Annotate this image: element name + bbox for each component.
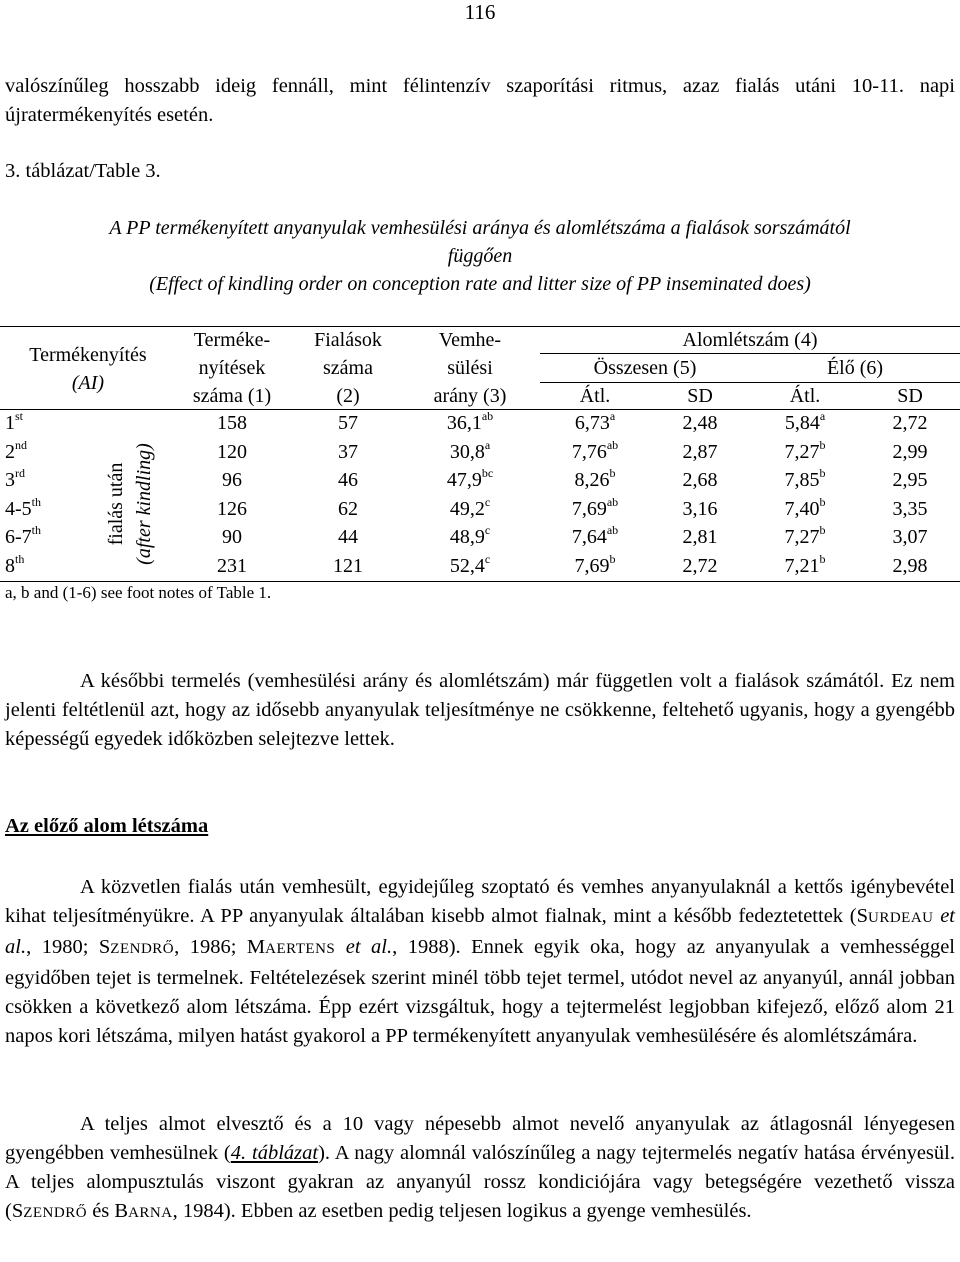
cell-total-sd: 3,16	[682, 498, 718, 520]
header-total-mean: Átl.	[579, 385, 611, 407]
header-inseminations-1: Terméke-	[193, 329, 271, 351]
header-alive-mean: Átl.	[789, 385, 821, 407]
cell-total-mean: 7,69$^b$	[574, 552, 616, 577]
header-litter-size: Alomlétszám (4)	[682, 329, 818, 351]
cell-alive-mean: 7,27$^b$	[784, 523, 826, 548]
header-alive-sd: SD	[897, 385, 923, 407]
page-number: 116	[464, 0, 496, 24]
cell-total-mean: 6,73$^a$	[574, 409, 616, 434]
header-kindlings-3: (2)	[336, 385, 360, 407]
cell-inseminations: 90	[222, 526, 242, 548]
litter-header-rule	[540, 353, 960, 354]
cell-alive-mean: 7,85$^b$	[784, 466, 826, 491]
cell-alive-mean: 7,27$^b$	[784, 438, 826, 463]
side-label-en: (after kindling)	[133, 443, 155, 565]
row-kindling-order: 1st	[5, 409, 24, 434]
intro-paragraph: valószínűleg hosszabb ideig fennáll, mint félintenzív szaporítási ritmus, azaz fialás utáni 10-11. napi újratermékenyítés esetén.	[5, 75, 955, 126]
cell-inseminations: 158	[217, 412, 247, 434]
row-kindling-order: 8th	[5, 552, 25, 577]
cell-conception-rate: 30,8$^a$	[449, 438, 491, 463]
header-rate-2: sülési	[447, 357, 493, 379]
cell-alive-sd: 3,07	[892, 526, 928, 548]
cell-total-mean: 7,69$^{ab}$	[571, 495, 619, 520]
row-kindling-order: 3rd	[5, 466, 25, 491]
cell-total-sd: 2,87	[682, 441, 718, 463]
header-ai: Termékenyítés	[29, 344, 147, 366]
cell-kindlings: 121	[333, 555, 363, 577]
table-label: 3. táblázat/Table 3.	[5, 160, 161, 182]
header-ai-abbr: (AI)	[71, 372, 105, 394]
row-kindling-order: 6-7th	[5, 523, 42, 548]
header-inseminations-3: száma (1)	[192, 385, 272, 407]
side-label-hu: fialás után	[105, 462, 127, 546]
header-inseminations-2: nyítések	[198, 357, 266, 379]
table-caption-hu-line1: A PP termékenyített anyanyulak vemhesülési aránya és alomlétszáma a fialások sorszámától	[109, 217, 851, 239]
cell-total-mean: 7,64$^{ab}$	[571, 523, 619, 548]
paragraph-previous-litter: A közvetlen fialás után vemhesült, egyidejűleg szoptató és vemhes anyanyulaknál a kettős igénybevétel kihat teljesítményükre. A PP anyanyulak általában kisebb almot fialnak, mint a később fedeztetettek (SURDEAU et al., 1980; SZENDRŐ, 1986; MAERTENS et al., 1988). Ennek egyik oka, hogy az anyanyulak a vemhességgel egyidőben tejet is termelnek. Feltételezések szerint minél több tejet termel, utódot nevel az anyanyúl, annál jobban csökken a következő alom létszáma. Épp ezért vizsgáltuk, hogy a tejtermelést legjobban kifejező, előző alom 21 napos kori létszáma, milyen hatást gyakorol a PP termékenyített anyanyulak vemhesülésére és alomlétszámára.	[5, 876, 955, 1047]
cell-kindlings: 37	[338, 441, 358, 463]
cell-alive-sd: 2,95	[892, 469, 928, 491]
section-heading: Az előző alom létszáma	[5, 815, 209, 837]
table-4-reference[interactable]: 4. táblázat	[230, 1142, 319, 1164]
cell-alive-sd: 2,99	[892, 441, 928, 463]
cell-kindlings: 57	[338, 412, 358, 434]
subheader-rule	[540, 382, 960, 383]
header-rate-1: Vemhe-	[438, 329, 502, 351]
cell-conception-rate: 48,9$^c$	[449, 523, 491, 548]
cell-alive-mean: 7,40$^b$	[784, 495, 826, 520]
header-total-sd: SD	[687, 385, 713, 407]
table-top-rule	[0, 326, 960, 327]
cell-inseminations: 231	[217, 555, 247, 577]
header-bottom-rule	[0, 409, 960, 410]
row-kindling-order: 4-5th	[5, 495, 42, 520]
cell-total-sd: 2,48	[682, 412, 718, 434]
cell-conception-rate: 52,4$^c$	[449, 552, 491, 577]
header-alive: Élő (6)	[826, 357, 884, 379]
header-kindlings-2: száma	[323, 357, 373, 379]
cell-alive-mean: 5,84$^a$	[784, 409, 826, 434]
cell-total-sd: 2,72	[682, 555, 718, 577]
table-caption-hu-line2: függően	[447, 245, 513, 267]
cell-alive-sd: 2,72	[892, 412, 928, 434]
cell-total-sd: 2,68	[682, 469, 718, 491]
cell-total-mean: 8,26$^b$	[574, 466, 616, 491]
data-table	[0, 326, 960, 602]
header-rate-3: arány (3)	[433, 385, 507, 407]
cell-inseminations: 120	[217, 441, 247, 463]
cell-alive-sd: 2,98	[892, 555, 928, 577]
header-total: Összesen (5)	[593, 357, 697, 379]
cell-conception-rate: 36,1$^{ab}$	[446, 409, 494, 434]
cell-conception-rate: 47,9$^{bc}$	[446, 466, 494, 491]
cell-conception-rate: 49,2$^c$	[449, 495, 491, 520]
cell-kindlings: 44	[338, 526, 358, 548]
cell-alive-mean: 7,21$^b$	[784, 552, 826, 577]
header-kindlings-1: Fialások	[314, 329, 382, 351]
table-caption-en: (Effect of kindling order on conception rate and litter size of PP inseminated does)	[149, 273, 811, 295]
cell-kindlings: 46	[338, 469, 358, 491]
cell-total-sd: 2,81	[682, 526, 718, 548]
cell-alive-sd: 3,35	[892, 498, 928, 520]
paragraph-later-production: A későbbi termelés (vemhesülési arány és alomlétszám) már független volt a fialások számától. Ez nem jelenti feltétlenül azt, hogy az idősebb anyanyulak teljesítménye ne csökkenne, feltehető ugyanis, hogy a gyengébb képességű egyedek időközben selejtezve lettek.	[5, 670, 955, 750]
row-kindling-order: 2nd	[5, 438, 27, 463]
cell-inseminations: 126	[217, 498, 247, 520]
cell-kindlings: 62	[338, 498, 358, 520]
cell-inseminations: 96	[222, 469, 242, 491]
table-footnote: a, b and (1-6) see foot notes of Table 1.	[5, 583, 272, 602]
paragraph-litter-loss: A teljes almot elvesztő és a 10 vagy népesebb almot nevelő anyanyulak az átlagosnál lényegesen gyengébben vemhesülnek (4. táblázat). A nagy alomnál valószínűleg a nagy tejtermelés negatív hatása érvényesül. A teljes alompusztulás viszont gyakran az anyanyúl rossz kondiciójára vagy betegségére vezethető vissza (SZENDRŐ és BARNA, 1984). Ebben az esetben pedig teljesen logikus a gyenge vemhesülés.	[5, 1113, 955, 1222]
cell-total-mean: 7,76$^{ab}$	[571, 438, 619, 463]
